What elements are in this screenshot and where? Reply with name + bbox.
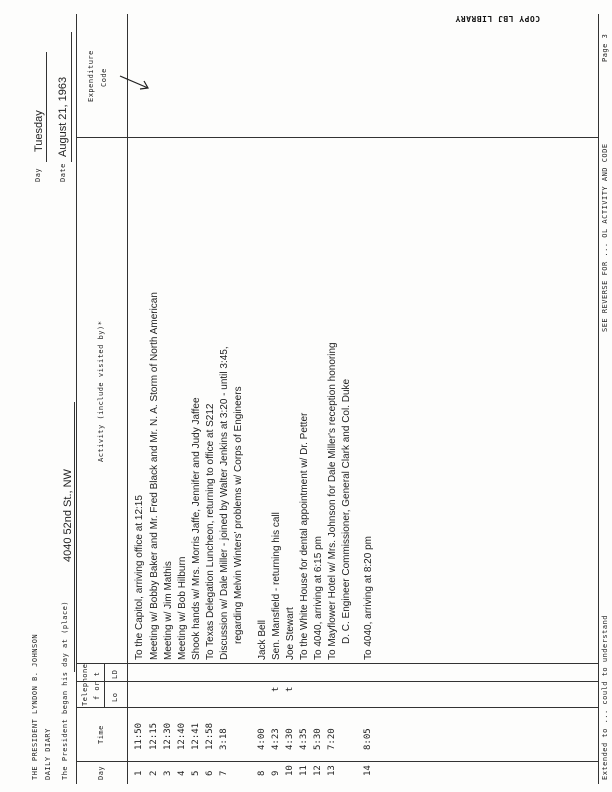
- row-time: 4:23: [271, 728, 281, 750]
- page-number: Page 3: [601, 33, 609, 62]
- row-number: 8: [257, 770, 267, 776]
- telephone-subheader-line: [104, 664, 105, 708]
- date-label: Date: [59, 163, 67, 182]
- day-underline: [46, 52, 47, 162]
- row-activity: To the Capitol, arriving office at 12:15: [134, 495, 145, 660]
- row-number: 4: [177, 770, 187, 776]
- row-time: 12:30: [163, 722, 173, 750]
- row-time: 3:18: [219, 728, 229, 750]
- row-time: 8:05: [363, 728, 373, 750]
- diary-title: THE PRESIDENT LYNDON B. JOHNSON: [31, 633, 39, 780]
- row-activity: Meeting w/ Bobby Baker and Mr. Fred Black and Mr. N. A. Storm of North American: [149, 292, 160, 660]
- row-telephone-flag: t: [285, 686, 295, 692]
- began-label: The President began his day at (place): [61, 600, 69, 780]
- day-value: Tuesday: [33, 110, 45, 152]
- row-activity: Sen. Mansfield - returning his call: [271, 512, 282, 660]
- row-number: 7: [219, 770, 229, 776]
- row-number: 14: [363, 765, 373, 776]
- row-time: 4:35: [299, 728, 309, 750]
- ld-col-divider: [76, 663, 598, 664]
- row-number: 11: [299, 765, 309, 776]
- row-number: 5: [191, 770, 201, 776]
- footer-left-note: Extended to ... could to understand: [601, 614, 609, 780]
- row-number: 13: [327, 765, 337, 776]
- diary-subtitle: DAILY DIARY: [44, 728, 52, 780]
- row-time: 4:00: [257, 728, 267, 750]
- col-code: Code: [100, 68, 108, 87]
- date-value: August 21, 1963: [57, 76, 69, 157]
- library-stamp: COPY LBJ LIBRARY: [455, 14, 541, 23]
- col-time: Time: [97, 725, 105, 744]
- row-activity: Meeting w/ Bob Hilburn: [177, 556, 188, 660]
- row-time: 7:20: [327, 728, 337, 750]
- handwritten-arrow-icon: [118, 74, 152, 92]
- time-col-divider: [76, 707, 598, 708]
- row-time: 12:41: [191, 722, 201, 750]
- row-time: 4:30: [285, 728, 295, 750]
- row-activity: To the White House for dental appointment w/ Dr. Petter: [299, 412, 310, 660]
- table-bottom-border: [598, 14, 599, 784]
- expenditure-col-divider: [76, 137, 598, 138]
- row-activity: To 4040, arriving at 6:15 pm: [313, 536, 324, 660]
- row-activity: Shook hands w/ Mrs. Morris Jaffe, Jennifer and Judy Jaffee: [191, 397, 202, 660]
- row-time: 12:58: [205, 722, 215, 750]
- place-underline: [74, 402, 75, 672]
- lo-col-divider: [76, 681, 598, 682]
- table-top-border: [76, 14, 77, 784]
- col-day: Day: [97, 765, 105, 780]
- row-activity: Joe Stewart: [285, 607, 296, 660]
- row-number: 6: [205, 770, 215, 776]
- row-time: 12:15: [149, 722, 159, 750]
- day-label: Day: [34, 167, 42, 182]
- row-number: 12: [313, 765, 323, 776]
- row-activity: D. C. Engineer Commissioner, General Clark and Col. Duke: [341, 378, 352, 644]
- row-activity: To 4040, arriving at 8:20 pm: [363, 536, 374, 660]
- col-expenditure: Expenditure: [87, 50, 95, 102]
- col-telephone: Telephone: [81, 663, 89, 706]
- col-lo: Lo: [111, 692, 119, 702]
- row-activity: To Texas Delegation Luncheon, returning to office at S212: [205, 403, 216, 660]
- row-time: 5:30: [313, 728, 323, 750]
- row-time: 12:40: [177, 722, 187, 750]
- date-underline: [71, 32, 72, 162]
- place-value: 4040 52nd St., NW: [62, 469, 74, 562]
- row-telephone-flag: t: [271, 686, 281, 692]
- day-col-divider: [76, 761, 598, 762]
- col-f-or-t: f or t: [93, 671, 101, 700]
- row-time: 11:50: [134, 722, 144, 750]
- table-header-bottom: [127, 14, 128, 784]
- row-number: 3: [163, 770, 173, 776]
- row-number: 10: [285, 765, 295, 776]
- row-activity: To Mayflower Hotel w/ Mrs. Johnson for Dale Miller's reception honoring: [327, 342, 338, 660]
- footer-center-note: SEE REVERSE FOR ... OL ACTIVITY AND CODE: [601, 143, 609, 332]
- row-number: 9: [271, 770, 281, 776]
- row-activity: Meeting w/ Jim Mathis: [163, 561, 174, 660]
- col-ld: LD: [111, 669, 119, 679]
- row-activity: Jack Bell: [257, 619, 268, 660]
- row-number: 1: [134, 770, 144, 776]
- col-activity: Activity (include visited by)*: [97, 320, 105, 462]
- row-activity: regarding Melvin Winters' problems w/ Corps of Engineers: [233, 386, 244, 644]
- row-number: 2: [149, 770, 159, 776]
- row-activity: Discussion w/ Dale Miller - joined by Walter Jenkins at 3:20 - until 3:45,: [219, 346, 230, 660]
